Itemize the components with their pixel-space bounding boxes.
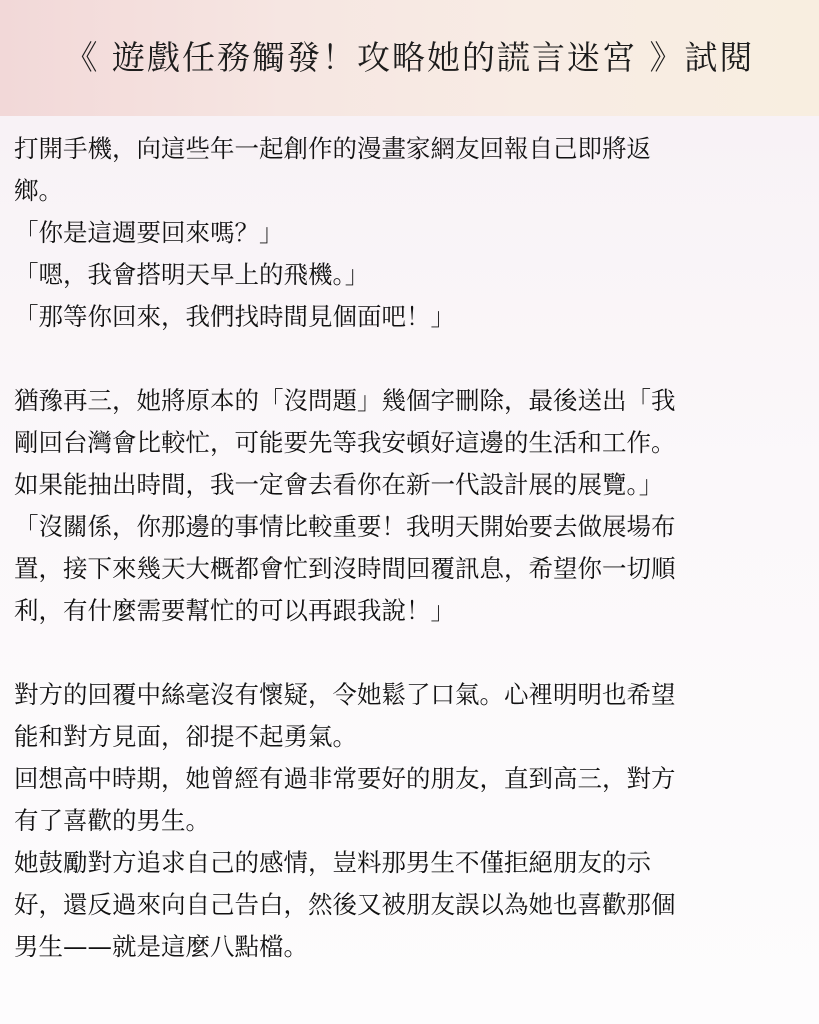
- text-line: 剛回台灣會比較忙，可能要先等我安頓好這邊的生活和工作。: [14, 428, 676, 457]
- text-line: 鄉。: [14, 176, 63, 205]
- text-line: 對方的回覆中絲毫沒有懷疑，令她鬆了口氣。心裡明明也希望: [14, 680, 676, 709]
- paragraph: [14, 128, 809, 338]
- text-line: 能和對方見面，卻提不起勇氣。: [14, 722, 357, 751]
- text-line: 置，接下來幾天大概都會忙到沒時間回覆訊息，希望你一切順: [14, 554, 676, 583]
- text-line: 有了喜歡的男生。: [14, 806, 210, 835]
- paragraph: [14, 674, 809, 968]
- text-line: 「嗯，我會搭明天早上的飛機。」: [14, 260, 370, 289]
- text-line: 好，還反過來向自己告白，然後又被朋友誤以為她也喜歡那個: [14, 890, 676, 919]
- page-title: 《 遊戲任務觸發！攻略她的謊言迷宮 》試閱: [64, 38, 755, 77]
- text-line: 「沒關係，你那邊的事情比較重要！我明天開始要去做展場布: [14, 512, 676, 541]
- text-line: 男生——就是這麼八點檔。: [14, 932, 308, 961]
- text-line: 打開手機，向這些年一起創作的漫畫家網友回報自己即將返: [14, 134, 651, 163]
- text-line: 如果能抽出時間，我一定會去看你在新一代設計展的展覽。」: [14, 470, 664, 499]
- text-line: 回想高中時期，她曾經有過非常要好的朋友，直到高三，對方: [14, 764, 676, 793]
- paragraph: [14, 380, 809, 632]
- text-line: 猶豫再三，她將原本的「沒問題」幾個字刪除，最後送出「我: [14, 386, 676, 415]
- text-line: 她鼓勵對方追求自己的感情，豈料那男生不僅拒絕朋友的示: [14, 848, 651, 877]
- text-line: 利，有什麼需要幫忙的可以再跟我說！」: [14, 596, 455, 625]
- text-line: 「你是這週要回來嗎？」: [14, 218, 284, 247]
- story-body: [14, 128, 809, 968]
- text-line: 「那等你回來，我們找時間見個面吧！」: [14, 302, 455, 331]
